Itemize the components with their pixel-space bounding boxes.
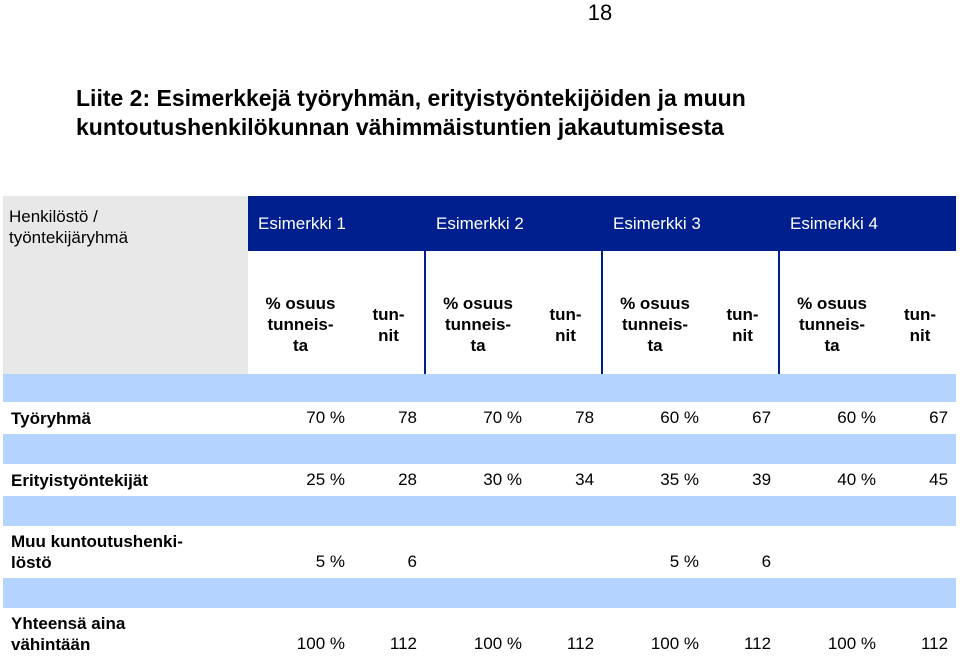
page-number: 18 [587,0,613,25]
cell: 40 % [837,470,877,489]
row-label [3,402,248,434]
cell: 112 [389,634,418,653]
cell: 112 [743,634,772,653]
cell: 30 % [483,470,523,489]
share-header-line-3: ta [647,336,663,355]
corner-header-line-1: Henkilöstö / [9,207,98,226]
example-header-2: Esimerkki 2 [425,196,602,251]
cell: 39 [752,470,772,489]
row-label-line-1: Yhteensä aina [11,614,126,633]
cell: 5 % [315,552,345,571]
cell [884,526,956,578]
cell: 70 % [483,408,523,427]
cell: 78 [398,408,418,427]
table-header-row [3,196,956,251]
share-header-line-1: % osuus [443,294,513,313]
hours-header [884,251,956,374]
share-header-line-2: tunneis- [444,315,512,334]
hours-header-line-1: tun- [726,304,759,324]
spacer-row [3,496,956,526]
cell: 100 % [473,634,523,653]
hours-header-line-2: nit [378,325,399,345]
share-header-line-1: % osuus [620,294,690,313]
cell: 34 [575,470,595,489]
example-header-3: Esimerkki 3 [602,196,779,251]
hours-header [707,251,779,374]
cell [530,526,602,578]
example-header-1: Esimerkki 1 [248,196,425,251]
cell: 35 % [660,470,700,489]
cell: 67 [929,408,949,427]
cell: 28 [398,470,418,489]
spacer-row [3,578,956,608]
cell: 112 [566,634,595,653]
share-header-line-3: ta [470,336,486,355]
page-title [76,84,746,142]
hours-distribution-table [3,196,956,660]
hours-header-line-1: tun- [904,304,937,324]
table-row [3,402,956,434]
cell: 100 % [827,634,877,653]
page-title-line-2: kuntoutushenkilökunnan vähimmäistuntien jakautumisesta [76,114,724,140]
row-label [3,464,248,496]
hours-header-line-2: nit [909,325,931,345]
cell: 100 % [650,634,700,653]
cell: 25 % [306,470,345,489]
cell: 78 [575,408,595,427]
cell: 112 [920,634,949,653]
cell [425,526,530,578]
cell: 6 [761,552,772,571]
table-row [3,608,956,660]
corner-header-line-2: työntekijäryhmä [9,228,129,247]
spacer-row [3,374,956,402]
row-label [3,526,248,578]
cell: 70 % [306,408,345,427]
hours-header-line-1: tun- [549,304,582,324]
cell: 100 % [296,634,345,653]
share-header [779,251,884,374]
table-row [3,464,956,496]
row-label-line-1: Erityistyöntekijät [11,470,148,490]
hours-header [353,251,425,374]
row-label-line-2: vähintään [11,635,91,654]
cell: 45 [929,470,949,489]
hours-header-line-2: nit [732,325,753,345]
share-header-line-2: tunneis- [267,315,334,334]
cell: 67 [752,408,772,427]
share-header-line-3: ta [292,336,309,355]
cell: 60 % [837,408,877,427]
share-header-line-1: % osuus [797,294,867,313]
cell: 5 % [669,552,700,571]
share-header [248,251,353,374]
cell: 6 [407,552,418,571]
share-header-line-2: tunneis- [798,315,866,334]
share-header-line-2: tunneis- [621,315,689,334]
example-header-4: Esimerkki 4 [779,196,956,251]
spacer-row [3,434,956,464]
hours-header-line-2: nit [555,325,576,345]
share-header [602,251,707,374]
row-label [3,608,248,660]
row-label-line-1: Työryhmä [11,408,91,428]
corner-header [3,196,248,374]
share-header-line-1: % osuus [265,294,336,313]
share-header [425,251,530,374]
page-title-line-1: Liite 2: Esimerkkejä työryhmän, erityistyöntekijöiden ja muun [76,85,746,111]
cell: 60 % [660,408,700,427]
cell [779,526,884,578]
hours-header [530,251,602,374]
hours-header-line-1: tun- [372,304,405,324]
row-label-line-1: Muu kuntoutushenki- [11,532,183,551]
table-row [3,526,956,578]
row-label-line-2: löstö [11,553,52,572]
share-header-line-3: ta [824,336,840,355]
